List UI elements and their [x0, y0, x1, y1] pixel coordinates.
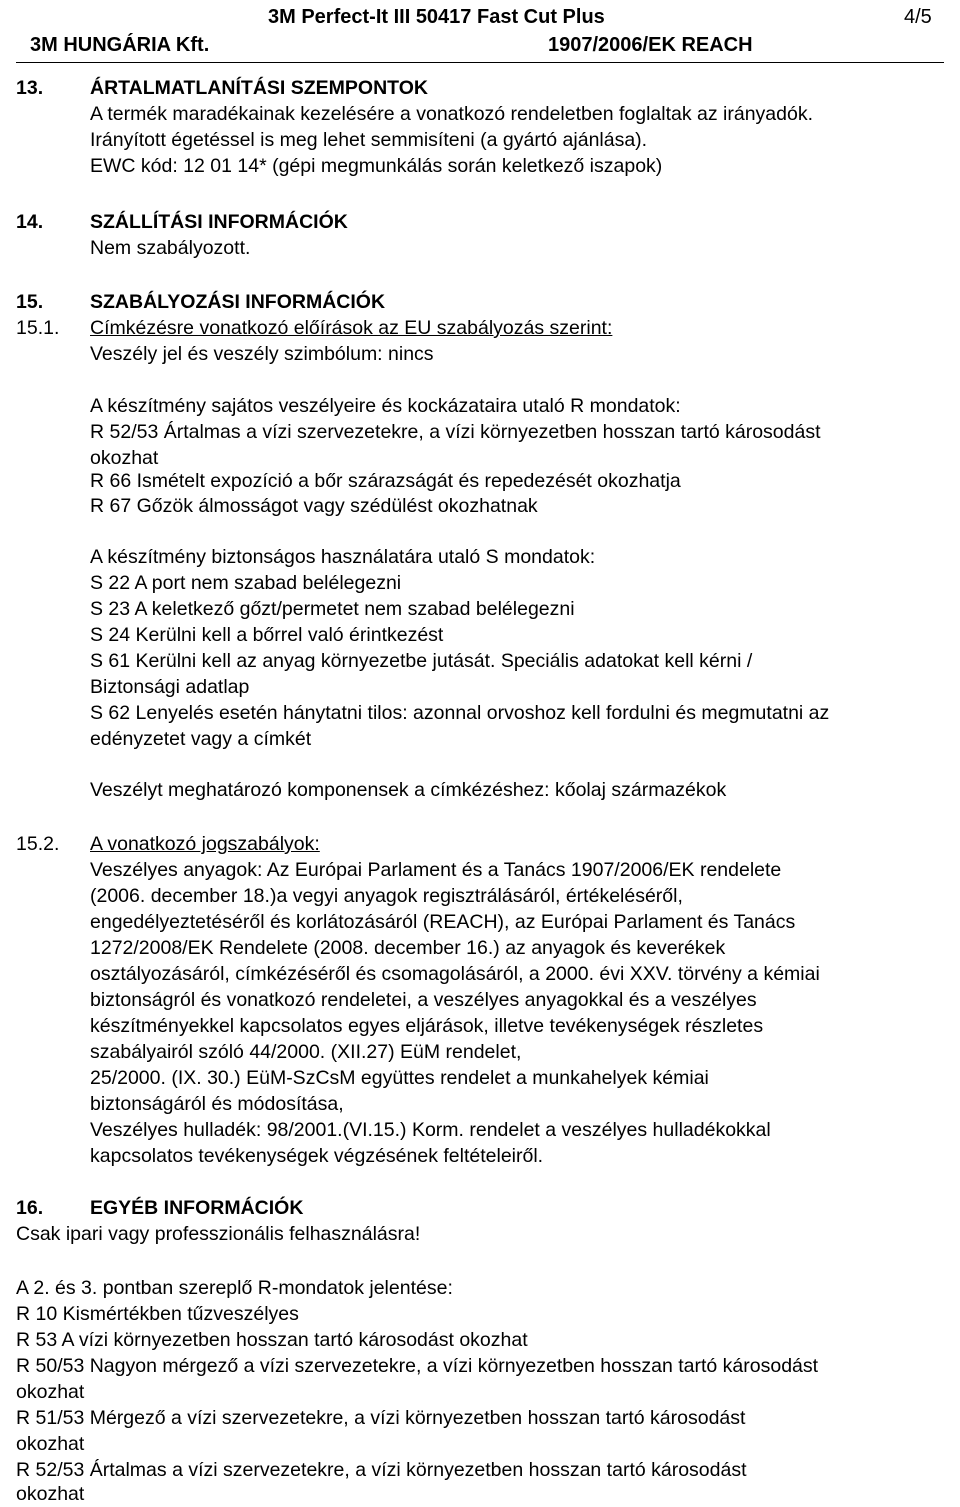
r-meaning-line: R 52/53 Ártalmas a vízi szervezetekre, a vízi környezetben hosszan tartó károsodást: [16, 1459, 747, 1481]
section-15-1-number: 15.1.: [16, 317, 60, 339]
section-13-line: A termék maradékainak kezelésére a vonatkozó rendeletben foglaltak az irányadók.: [90, 103, 814, 125]
legislation-line: biztonságáról és módosítása,: [90, 1093, 344, 1115]
section-14-title: SZÁLLÍTÁSI INFORMÁCIÓK: [90, 211, 348, 233]
r-meaning-line: R 53 A vízi környezetben hosszan tartó károsodást okozhat: [16, 1329, 528, 1351]
section-13-title: ÁRTALMATLANÍTÁSI SZEMPONTOK: [90, 77, 428, 99]
r-phrases-intro: A készítmény sajátos veszélyeire és kockázataira utaló R mondatok:: [90, 395, 681, 417]
section-13-line: Irányított égetéssel is meg lehet semmisíteni (a gyártó ajánlása).: [90, 129, 648, 151]
legislation-line: kapcsolatos tevékenységek végzésének feltételeiről.: [90, 1145, 544, 1167]
s-phrase-line: S 23 A keletkező gőzt/permetet nem szabad belélegezni: [90, 598, 575, 620]
r-phrase-line: R 52/53 Ártalmas a vízi szervezetekre, a vízi környezetben hosszan tartó károsodást: [90, 421, 821, 443]
section-16-line: Csak ipari vagy professzionális felhasználásra!: [16, 1223, 421, 1245]
r-meaning-line: R 50/53 Nagyon mérgező a vízi szervezetekre, a vízi környezetben hosszan tartó károsodást: [16, 1355, 819, 1377]
s-phrases-intro: A készítmény biztonságos használatára utaló S mondatok:: [90, 546, 596, 568]
section-15-2-number: 15.2.: [16, 833, 60, 855]
header-company: 3M HUNGÁRIA Kft.: [30, 34, 210, 56]
s-phrase-line: edényzetet vagy a címkét: [90, 728, 312, 750]
s-phrase-line: S 22 A port nem szabad belélegezni: [90, 572, 402, 594]
s-phrase-line: S 24 Kerülni kell a bőrrel való érintkezést: [90, 624, 444, 646]
legislation-line: engedélyeztetéséről és korlátozásáról (REACH), az Európai Parlament és Tanács: [90, 911, 796, 933]
r-meaning-line: R 51/53 Mérgező a vízi szervezetekre, a vízi környezetben hosszan tartó károsodást: [16, 1407, 746, 1429]
section-14-line: Nem szabályozott.: [90, 237, 251, 259]
section-16-number: 16.: [16, 1197, 44, 1219]
legislation-line: szabályairól szóló 44/2000. (XII.27) EüM rendelet,: [90, 1041, 522, 1063]
header-page: 4/5: [904, 6, 932, 28]
legislation-line: Veszélyes hulladék: 98/2001.(VI.15.) Korm. rendelet a veszélyes hulladékokkal: [90, 1119, 771, 1141]
r-meaning-line: okozhat: [16, 1483, 85, 1505]
r-meaning-intro: A 2. és 3. pontban szereplő R-mondatok jelentése:: [16, 1277, 453, 1299]
r-phrase-line: R 66 Ismételt expozíció a bőr szárazságát és repedezését okozhatja: [90, 470, 681, 492]
r-phrase-line: okozhat: [90, 447, 159, 469]
header-product: 3M Perfect-It III 50417 Fast Cut Plus: [268, 6, 605, 28]
legislation-line: biztonságról és vonatkozó rendeletei, a veszélyes anyagokkal és a veszélyes: [90, 989, 757, 1011]
legislation-line: 1272/2008/EK Rendelete (2008. december 16.) az anyagok és keverékek: [90, 937, 726, 959]
section-13-line: EWC kód: 12 01 14* (gépi megmunkálás során keletkező iszapok): [90, 155, 663, 177]
header-rule: [16, 62, 944, 63]
header-regulation: 1907/2006/EK REACH: [548, 34, 753, 56]
section-13-number: 13.: [16, 77, 44, 99]
legislation-line: készítményekkel kapcsolatos egyes eljárások, illetve tevékenységek részletes: [90, 1015, 764, 1037]
hazard-symbol-line: Veszély jel és veszély szimbólum: nincs: [90, 343, 434, 365]
section-15-1-title: Címkézésre vonatkozó előírások az EU szabályozás szerint:: [90, 317, 613, 339]
legislation-line: (2006. december 18.)a vegyi anyagok regisztrálásáról, értékeléséről,: [90, 885, 683, 907]
section-14-number: 14.: [16, 211, 44, 233]
s-phrase-line: Biztonsági adatlap: [90, 676, 250, 698]
legislation-line: osztályozásáról, címkézéséről és csomagolásáról, a 2000. évi XXV. törvény a kémiai: [90, 963, 820, 985]
hazard-components-line: Veszélyt meghatározó komponensek a címkézéshez: kőolaj származékok: [90, 779, 727, 801]
r-phrase-line: R 67 Gőzök álmosságot vagy szédülést okozhatnak: [90, 495, 538, 517]
s-phrase-line: S 62 Lenyelés esetén hánytatni tilos: azonnal orvoshoz kell fordulni és megmutatni az: [90, 702, 830, 724]
r-meaning-line: okozhat: [16, 1381, 85, 1403]
legislation-line: Veszélyes anyagok: Az Európai Parlament és a Tanács 1907/2006/EK rendelete: [90, 859, 782, 881]
r-meaning-line: R 10 Kismértékben tűzveszélyes: [16, 1303, 299, 1325]
r-meaning-line: okozhat: [16, 1433, 85, 1455]
legislation-line: 25/2000. (IX. 30.) EüM-SzCsM együttes rendelet a munkahelyek kémiai: [90, 1067, 709, 1089]
section-15-number: 15.: [16, 291, 44, 313]
section-15-2-title: A vonatkozó jogszabályok:: [90, 833, 320, 855]
section-16-title: EGYÉB INFORMÁCIÓK: [90, 1197, 304, 1219]
s-phrase-line: S 61 Kerülni kell az anyag környezetbe jutását. Speciális adatokat kell kérni /: [90, 650, 753, 672]
section-15-title: SZABÁLYOZÁSI INFORMÁCIÓK: [90, 291, 386, 313]
